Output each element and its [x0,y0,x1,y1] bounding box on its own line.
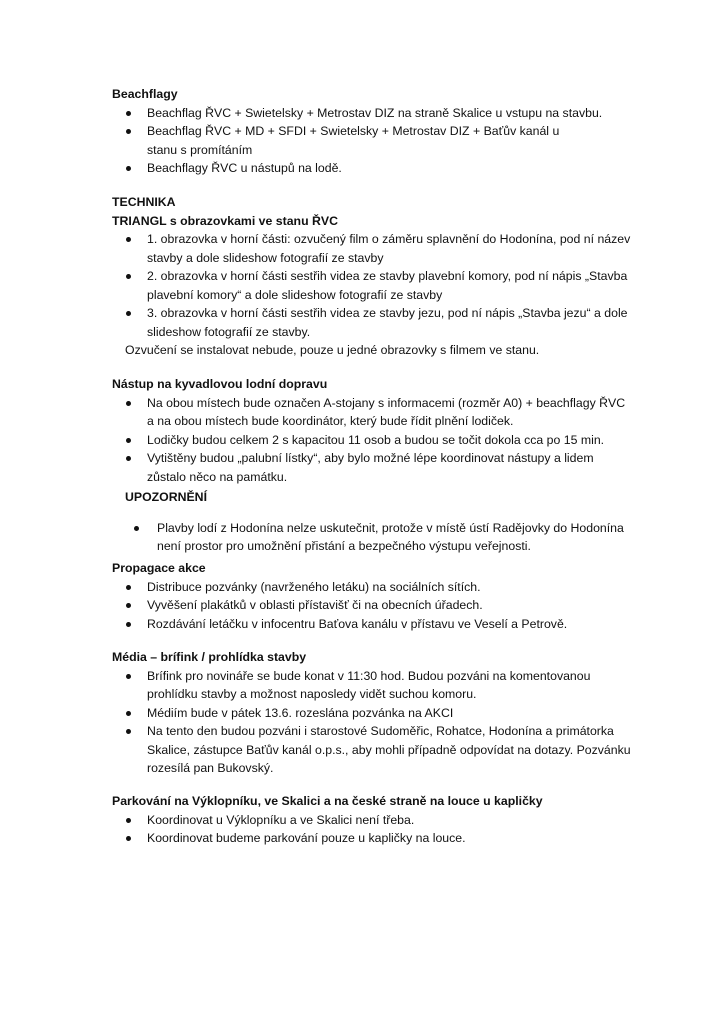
list-item: Distribuce pozvánky (navrženého letáku) na sociálních sítích. [112,578,632,597]
list-item: Vyvěšení plakátků v oblasti přístavišť či na obecních úřadech. [112,596,632,615]
bullet-list [112,811,632,848]
bullet-list [112,104,632,178]
list-item: Beachflag ŘVC + MD + SFDI + Swietelsky + Metrostav DIZ + Baťův kanál u stanu s promítáním [112,122,632,159]
list-item: Lodičky budou celkem 2 s kapacitou 11 osob a budou se točit dokola cca po 15 min. [112,431,632,450]
section-parkovani [112,792,632,848]
section-propagace [112,559,632,633]
list-item: 3. obrazovka v horní části sestřih videa ze stavby jezu, pod ní nápis „Stavba jezu“ a dole slideshow fotografií ze stavby. [112,304,632,341]
section-heading: Beachflagy [112,87,178,101]
section-heading: TECHNIKA [112,195,176,209]
bullet-list [112,230,632,341]
list-item: Koordinovat budeme parkování pouze u kapličky na louce. [112,829,632,848]
list-item: Koordinovat u Výklopníku a ve Skalici není třeba. [112,811,632,830]
list-item: 1. obrazovka v horní části: ozvučený film o záměru splavnění do Hodonína, pod ní název stavby a dole slideshow fotografií ze stavby [112,230,632,267]
section-heading: Média – brífink / prohlídka stavby [112,650,307,664]
list-item: Na obou místech bude označen A-stojany s informacemi (rozměr A0) + beachflagy ŘVC a na obou místech bude koordinátor, který bude řídit plnění lodiček. [112,394,632,431]
section-beachflags [112,85,632,178]
section-heading: Nástup na kyvadlovou lodní dopravu [112,377,328,391]
section-technika [112,193,632,360]
list-item: 2. obrazovka v horní části sestřih videa ze stavby plavební komory, pod ní nápis „Stavba plavební komory“ a dole slideshow fotografií ze stavby [112,267,632,304]
list-item: Na tento den budou pozváni i starostové Sudoměřic, Rohatce, Hodonína a primátorka Skalice, zástupce Baťův kanál o.p.s., aby mohli případně odpovídat na dotazy. Pozvánku rozesílá pan Bukovský. [112,722,632,778]
bullet-list [112,578,632,634]
section-nastup [112,375,632,556]
section-heading: Propagace akce [112,561,206,575]
warning-list [112,519,632,556]
bullet-list [112,667,632,778]
bullet-list [112,394,632,487]
warning-heading: UPOZORNĚNÍ [125,490,207,504]
list-item: Beachflagy ŘVC u nástupů na lodě. [112,159,632,178]
list-item: Beachflag ŘVC + Swietelsky + Metrostav DIZ na straně Skalice u vstupu na stavbu. [112,104,632,123]
note-paragraph: Ozvučení se instalovat nebude, pouze u jedné obrazovky s filmem ve stanu. [125,343,540,357]
list-item: Vytištěny budou „palubní lístky“, aby bylo možné lépe koordinovat nástupy a lidem zůstalo něco na památku. [112,449,632,486]
list-item: Brífink pro novináře se bude konat v 11:30 hod. Budou pozváni na komentovanou prohlídku stavby a možnost naposledy vidět suchou komoru. [112,667,632,704]
list-item: Rozdávání letáčku v infocentru Baťova kanálu v přístavu ve Veselí a Petrově. [112,615,632,634]
section-subheading: TRIANGL s obrazovkami ve stanu ŘVC [112,213,338,228]
list-item: Médiím bude v pátek 13.6. rozeslána pozvánka na AKCI [112,704,632,723]
section-media [112,648,632,778]
list-item: Plavby lodí z Hodonína nelze uskutečnit, protože v místě ústí Radějovky do Hodonína není prostor pro umožnění přistání a bezpečného výstupu veřejnosti. [112,519,632,556]
section-heading: Parkování na Výklopníku, ve Skalici a na české straně na louce u kapličky [112,794,543,808]
